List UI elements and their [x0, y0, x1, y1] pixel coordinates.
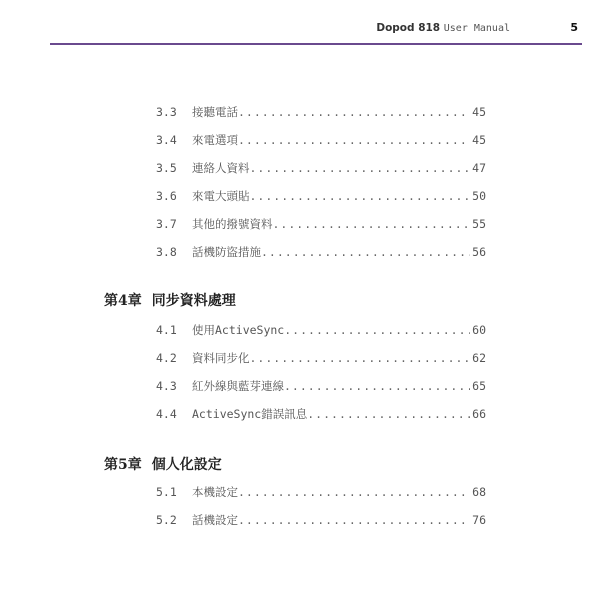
- toc-item-page: 65: [472, 379, 486, 393]
- toc-item-page: 47: [472, 161, 486, 175]
- toc-item[interactable]: [156, 216, 486, 234]
- page-number: 5: [570, 21, 578, 34]
- toc-item-title: 話機設定: [192, 513, 238, 527]
- toc-item-title: 來電選項: [192, 133, 238, 147]
- chapter-number: 第4章: [104, 293, 142, 309]
- toc-item-number: 4.2: [156, 351, 177, 365]
- toc-item-title: 使用ActiveSync: [192, 323, 285, 337]
- dot-leader: [261, 245, 470, 259]
- dot-leader: [284, 379, 470, 393]
- toc-item-page: 56: [472, 245, 486, 259]
- dot-leader: [250, 161, 471, 175]
- toc-item-page: 66: [472, 407, 486, 421]
- toc-item-title: 接聽電話: [192, 105, 238, 119]
- header-title: [376, 22, 510, 34]
- chapter-heading-5[interactable]: [104, 454, 222, 474]
- toc-item-page: 62: [472, 351, 486, 365]
- toc-item-page: 68: [472, 485, 486, 499]
- header-subtitle: User Manual: [443, 23, 510, 34]
- toc-item-page: 45: [472, 105, 486, 119]
- toc-item-title: 其他的撥號資料: [192, 217, 273, 231]
- toc-item-number: 3.7: [156, 217, 177, 231]
- toc-item-title: 本機設定: [192, 485, 238, 499]
- chapter-number: 第5章: [104, 457, 142, 473]
- toc-item-title: 話機防盜措施: [192, 245, 261, 259]
- toc-item-title: 連絡人資料: [192, 161, 250, 175]
- toc-item-number: 3.3: [156, 105, 177, 119]
- toc-item[interactable]: [156, 512, 486, 530]
- toc-item-page: 76: [472, 513, 486, 527]
- toc-item-number: 3.8: [156, 245, 177, 259]
- toc-item-title: 資料同步化: [192, 351, 250, 365]
- dot-leader: [238, 133, 470, 147]
- dot-leader: [307, 407, 470, 421]
- toc-item[interactable]: [156, 188, 486, 206]
- toc-item[interactable]: [156, 160, 486, 178]
- toc-item-title: 來電大頭貼: [192, 189, 250, 203]
- dot-leader: [238, 485, 470, 499]
- toc-item[interactable]: [156, 484, 486, 502]
- dot-leader: [250, 189, 471, 203]
- toc-item[interactable]: [156, 132, 486, 150]
- toc-item-number: 4.1: [156, 323, 177, 337]
- header-rule: [50, 43, 582, 45]
- toc-item-number: 3.6: [156, 189, 177, 203]
- toc-item-number: 4.4: [156, 407, 177, 421]
- toc-item[interactable]: [156, 322, 486, 340]
- dot-leader: [238, 513, 470, 527]
- toc-item[interactable]: [156, 244, 486, 262]
- toc-item-number: 3.5: [156, 161, 177, 175]
- page-header: [50, 18, 582, 42]
- dot-leader: [250, 351, 471, 365]
- dot-leader: [238, 105, 470, 119]
- toc-item-number: 4.3: [156, 379, 177, 393]
- chapter-title: 個人化設定: [151, 457, 222, 473]
- toc-item-number: 5.1: [156, 485, 177, 499]
- toc-item-page: 55: [472, 217, 486, 231]
- toc-item-number: 5.2: [156, 513, 177, 527]
- brand-name: Dopod 818: [376, 22, 441, 34]
- dot-leader: [273, 217, 471, 231]
- dot-leader: [284, 323, 470, 337]
- toc-item-page: 45: [472, 133, 486, 147]
- toc-item-page: 50: [472, 189, 486, 203]
- chapter-title: 同步資料處理: [151, 293, 236, 309]
- toc-item-number: 3.4: [156, 133, 177, 147]
- toc-item-title: ActiveSync錯誤訊息: [192, 407, 308, 421]
- chapter-heading-4[interactable]: [104, 290, 236, 310]
- toc-item[interactable]: [156, 350, 486, 368]
- toc-item[interactable]: [156, 378, 486, 396]
- toc-item[interactable]: [156, 104, 486, 122]
- toc-item-page: 60: [472, 323, 486, 337]
- toc-item-title: 紅外線與藍芽連線: [192, 379, 284, 393]
- toc-item[interactable]: [156, 406, 486, 424]
